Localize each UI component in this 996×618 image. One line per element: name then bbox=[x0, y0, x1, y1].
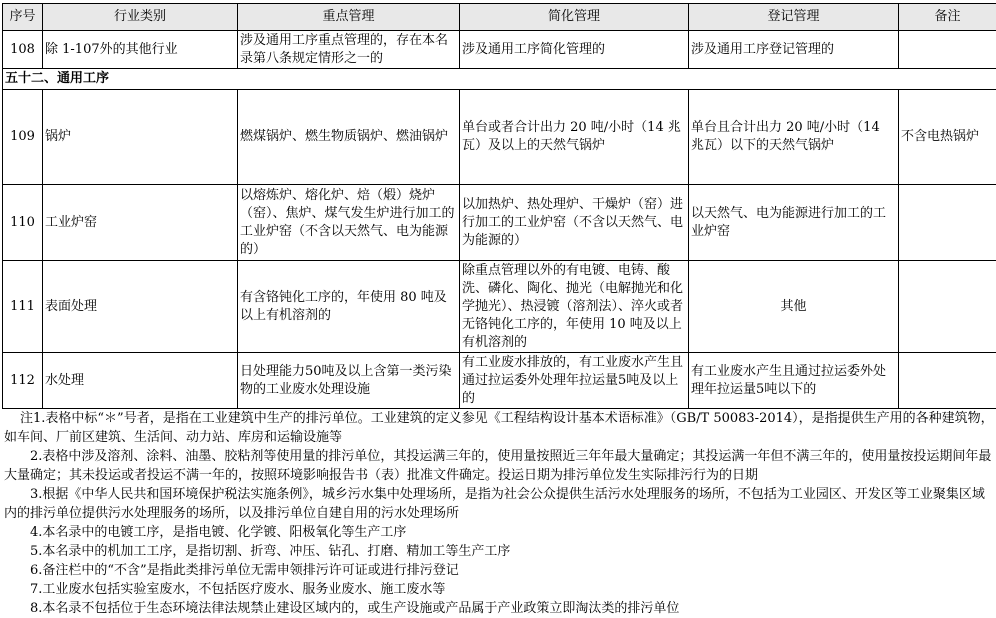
note-item: 注1.表格中标“＊”号者，是指在工业建筑中生产的排污单位。工业建筑的定义参见《工程结构设计基本术语标准》（GB/T 50083-2014），是指提供生产用的各种建筑物，如车间、厂前区建筑、生活间、动力站、库房和运输设施等 bbox=[4, 409, 996, 447]
table-row bbox=[3, 353, 996, 409]
row-register: 以天然气、电为能源进行加工的工业炉窑 bbox=[689, 185, 899, 261]
header-simplified-management: 简化管理 bbox=[460, 4, 689, 31]
row-key: 涉及通用工序重点管理的，存在本名录第八条规定情形之一的 bbox=[238, 31, 460, 69]
header-remark: 备注 bbox=[899, 4, 996, 31]
row-category: 除 1-107外的其他行业 bbox=[43, 31, 238, 69]
row-simple: 单台或者合计出力 20 吨/小时（14 兆瓦）及以上的天然气锅炉 bbox=[460, 90, 689, 185]
header-key-management: 重点管理 bbox=[238, 4, 460, 31]
row-simple: 有工业废水排放的，有工业废水产生且通过拉运委外处理年拉运量5吨及以上的 bbox=[460, 353, 689, 409]
permit-table bbox=[2, 3, 996, 409]
row-register: 涉及通用工序登记管理的 bbox=[689, 31, 899, 69]
row-register: 单台且合计出力 20 吨/小时（14 兆瓦）以下的天然气锅炉 bbox=[689, 90, 899, 185]
row-remark bbox=[899, 31, 996, 69]
table-row bbox=[3, 185, 996, 261]
row-register: 其他 bbox=[689, 261, 899, 353]
row-remark bbox=[899, 261, 996, 353]
row-no: 109 bbox=[3, 90, 43, 185]
row-key: 有含铬钝化工序的，年使用 80 吨及以上有机溶剂的 bbox=[238, 261, 460, 353]
table-row bbox=[3, 90, 996, 185]
row-remark: 不含电热锅炉 bbox=[899, 90, 996, 185]
row-category: 水处理 bbox=[43, 353, 238, 409]
row-key: 燃煤锅炉、燃生物质锅炉、燃油锅炉 bbox=[238, 90, 460, 185]
note-item: 2.表格中涉及溶剂、涂料、油墨、胶粘剂等使用量的排污单位，其投运满三年的，使用量按照近三年年最大量确定；其投运满一年但不满三年的，使用量按投运期间年最大量确定；其未投运或者投运不满一年的，按照环境影响报告书（表）批准文件确定。投运日期为排污单位发生实际排污行为的日期 bbox=[4, 447, 996, 485]
header-registration-management: 登记管理 bbox=[689, 4, 899, 31]
row-simple: 以加热炉、热处理炉、干燥炉（窑）进行加工的工业炉窑（不含以天然气、电为能源的） bbox=[460, 185, 689, 261]
row-remark bbox=[899, 185, 996, 261]
note-item: 3.根据《中华人民共和国环境保护税法实施条例》，城乡污水集中处理场所，是指为社会公众提供生活污水处理服务的场所，不包括为工业园区、开发区等工业聚集区域内的排污单位提供污水处理服务的场所，以及排污单位自建自用的污水处理场所 bbox=[4, 485, 996, 523]
header-no: 序号 bbox=[3, 4, 43, 31]
notes-section bbox=[4, 409, 996, 618]
note-item: 4.本名录中的电镀工序，是指电镀、化学镀、阳极氧化等生产工序 bbox=[4, 523, 996, 542]
row-no: 110 bbox=[3, 185, 43, 261]
row-category: 工业炉窑 bbox=[43, 185, 238, 261]
row-no: 108 bbox=[3, 31, 43, 69]
note-item: 6.备注栏中的“不含”是指此类排污单位无需申领排污许可证或进行排污登记 bbox=[4, 561, 996, 580]
note-item: 7.工业废水包括实验室废水，不包括医疗废水、服务业废水、施工废水等 bbox=[4, 580, 996, 599]
note-item: 8.本名录不包括位于生态环境法律法规禁止建设区域内的，或生产设施或产品属于产业政策立即淘汰类的排污单位 bbox=[4, 599, 996, 618]
row-simple: 涉及通用工序简化管理的 bbox=[460, 31, 689, 69]
row-register: 有工业废水产生且通过拉运委外处理年拉运量5吨以下的 bbox=[689, 353, 899, 409]
row-key: 日处理能力50吨及以上含第一类污染物的工业废水处理设施 bbox=[238, 353, 460, 409]
section-row bbox=[3, 69, 996, 90]
row-category: 表面处理 bbox=[43, 261, 238, 353]
row-remark bbox=[899, 353, 996, 409]
row-category: 锅炉 bbox=[43, 90, 238, 185]
table-row bbox=[3, 261, 996, 353]
row-key: 以熔炼炉、熔化炉、焙（煅）烧炉（窑）、焦炉、煤气发生炉进行加工的工业炉窑（不含以天然气、电为能源的） bbox=[238, 185, 460, 261]
row-no: 111 bbox=[3, 261, 43, 353]
note-item: 5.本名录中的机加工工序，是指切割、折弯、冲压、钻孔、打磨、精加工等生产工序 bbox=[4, 542, 996, 561]
table-header-row bbox=[3, 4, 996, 31]
section-title: 五十二、通用工序 bbox=[3, 69, 996, 90]
row-simple: 除重点管理以外的有电镀、电铸、酸洗、磷化、陶化、抛光（电解抛光和化学抛光）、热浸镀（溶剂法）、淬火或者无铬钝化工序的，年使用 10 吨及以上有机溶剂的 bbox=[460, 261, 689, 353]
table-row bbox=[3, 31, 996, 69]
header-category: 行业类别 bbox=[43, 4, 238, 31]
row-no: 112 bbox=[3, 353, 43, 409]
